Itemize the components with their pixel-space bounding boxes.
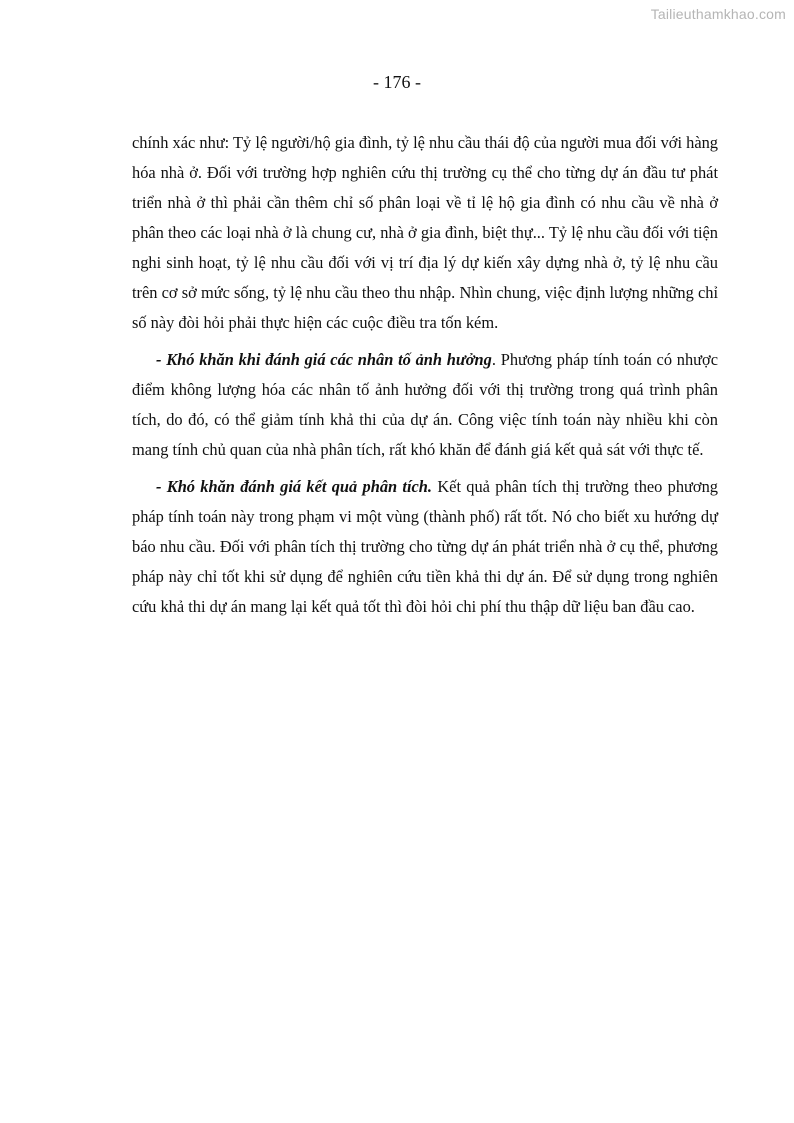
paragraph-influence-factors xyxy=(132,345,718,465)
paragraph-lead: - Khó khăn đánh giá kết quả phân tích. xyxy=(156,477,433,496)
page-number: - 176 - xyxy=(373,72,421,92)
paragraph-text: Kết quả phân tích thị trường theo phương pháp tính toán này trong phạm vi một vùng (thành phố) rất tốt. Nó cho biết xu hướng dự báo nhu cầu. Đối với phân tích thị trường cho từng dự án phát triển nhà ở cụ thể, phương pháp này chỉ tốt khi sử dụng để nghiên cứu tiền khả thi dự án. Để sử dụng trong nghiên cứu khả thi dự án mang lại kết quả tốt thì đòi hỏi chi phí thu thập dữ liệu ban đầu cao. xyxy=(132,477,718,616)
watermark: Tailieuthamkhao.com xyxy=(650,6,786,22)
paragraph-continuation xyxy=(132,128,718,338)
paragraph-text: . Phương pháp tính toán có nhược điểm không lượng hóa các nhân tố ảnh hưởng đối với thị trường trong quá trình phân tích, do đó, có thể giảm tính khả thi của dự án. Công việc tính toán này nhiều khi còn mang tính chủ quan của nhà phân tích, rất khó khăn để đánh giá kết quả sát với thực tế. xyxy=(132,350,719,459)
paragraph-lead: - Khó khăn khi đánh giá các nhân tố ảnh hưởng xyxy=(156,350,492,369)
paragraph-analysis-results xyxy=(132,472,718,622)
paragraph-text: chính xác như: Tỷ lệ người/hộ gia đình, tỷ lệ nhu cầu thái độ của người mua đối với hàng hóa nhà ở. Đối với trường hợp nghiên cứu thị trường cụ thể cho từng dự án đầu tư phát triển nhà ở thì phải cần thêm chỉ số phân loại về tỉ lệ hộ gia đình có nhu cầu về nhà ở phân theo các loại nhà ở là chung cư, nhà ở gia đình, biệt thự... Tỷ lệ nhu cầu đối với tiện nghi sinh hoạt, tỷ lệ nhu cầu đối với vị trí địa lý dự kiến xây dựng nhà ở, tỷ lệ nhu cầu trên cơ sở mức sống, tỷ lệ nhu cầu theo thu nhập. Nhìn chung, việc định lượng những chỉ số này đòi hỏi phải thực hiện các cuộc điều tra tốn kém. xyxy=(132,133,718,332)
document-body xyxy=(132,128,718,629)
